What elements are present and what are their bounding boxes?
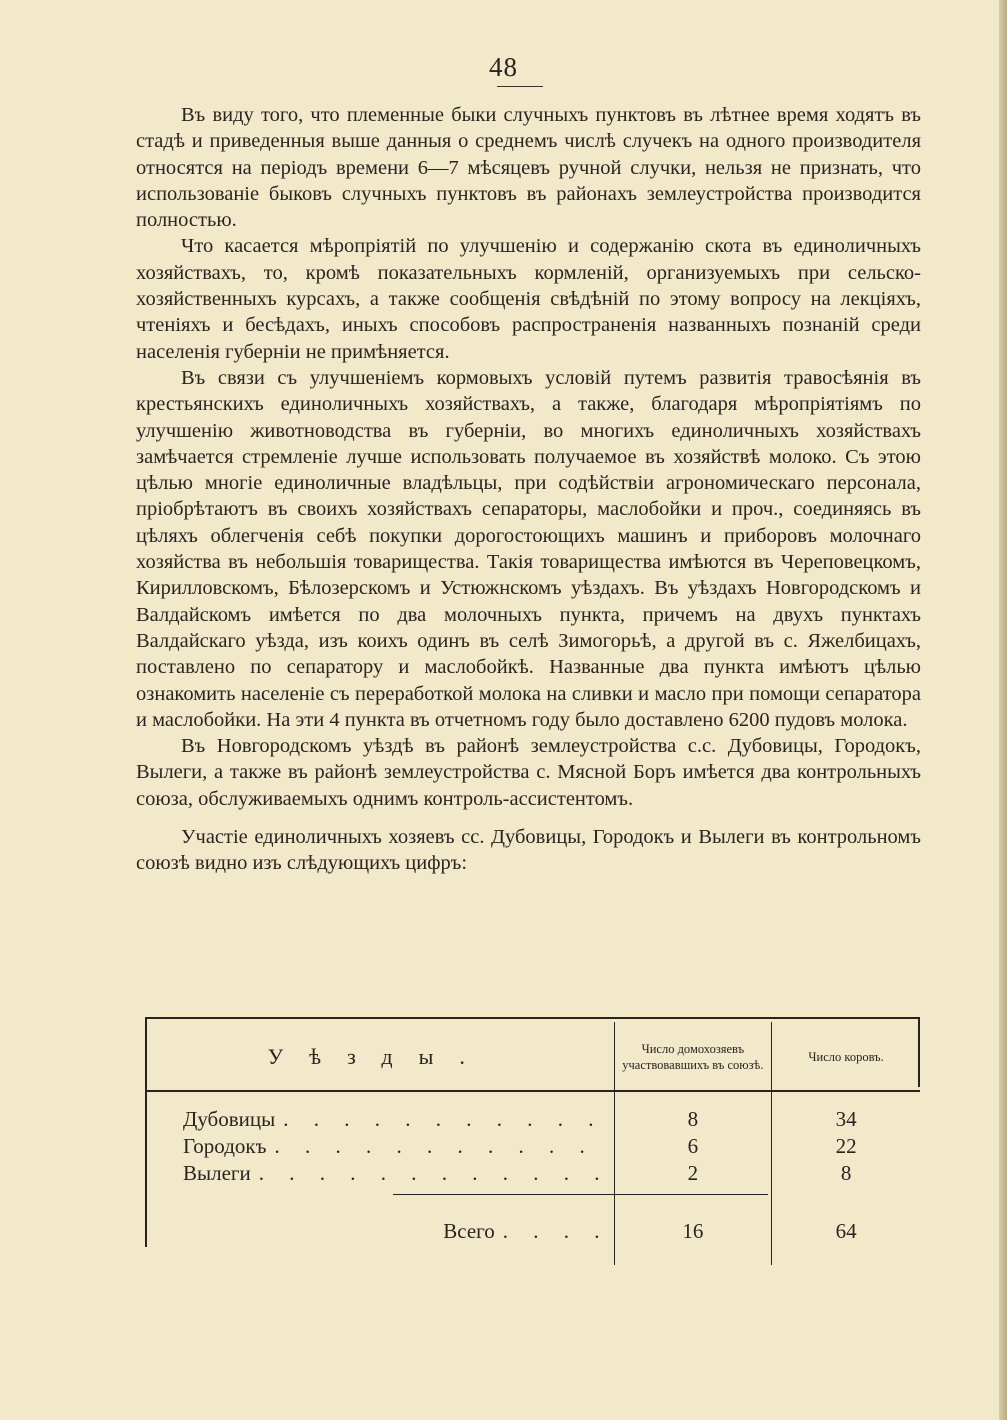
control-union-table bbox=[145, 1022, 920, 1265]
total-cows: 64 bbox=[772, 1208, 920, 1266]
paragraph-control-unions: Въ Новгородскомъ уѣздѣ въ районѣ землеустройства с.с. Дубовицы, Городокъ, Вылеги, а также въ районѣ землеустройства с. Мясной Боръ имѣется два контрольныхъ союза, обслуживаемыхъ однимъ контроль-ассистентомъ. bbox=[136, 735, 921, 810]
table-row bbox=[145, 1091, 920, 1133]
table-row bbox=[145, 1160, 920, 1208]
row-name: Городокъ bbox=[183, 1134, 267, 1158]
total-rule bbox=[393, 1194, 768, 1195]
paragraph-bulls-usage: Въ виду того, что племенные быки случныхъ пунктовъ въ лѣтнее время ходятъ въ стадѣ и приведенныя выше данныя о среднемъ числѣ случекъ на одного производителя относятся на періодъ времени 6—7 мѣсяцевъ ручной случки, нельзя не признать, что использованіе быковъ случныхъ пунктовъ въ районахъ землеустройства производится полностью. bbox=[136, 104, 921, 232]
paragraph-dairy-cooperatives: Въ связи съ улучшеніемъ кормовыхъ условій путемъ развитія травосѣянія въ крестьянскихъ единоличныхъ хозяйствахъ, а также, благодаря мѣропріятіямъ по улучшенію животноводства въ губерніи, во многихъ единоличныхъ хозяйствахъ замѣчается стремленіе лучше использовать получаемое въ хозяйствѣ молоко. Съ этою цѣлью многіе единоличные владѣльцы, при содѣйствіи агрономическаго персонала, пріобрѣтаютъ въ своихъ хозяйствахъ сепараторы, маслобойки и проч., соединяясь въ цѣляхъ облегченія себѣ покупки дорогостоющихъ машинъ и приборовъ молочнаго хозяйства въ небольшія товарищества. Такія товарищества имѣются въ Череповецкомъ, Кирилловскомъ, Бѣлозерскомъ и Устюжнскомъ уѣздахъ. Въ уѣздахъ Новгородскомъ и Валдайскомъ имѣется по два молочныхъ пункта, причемъ на двухъ пунктахъ Валдайскаго уѣзда, изъ коихъ одинъ въ селѣ Зимогорьѣ, а другой въ с. Яжелбицахъ, поставлено по сепаратору и маслобойкѣ. Названные два пункта имѣютъ цѣлью ознакомить населеніе съ переработкой молока на сливки и масло при помощи сепаратора и маслобойки. На эти 4 пункта въ отчетномъ году было доставлено 6200 пудовъ молока. bbox=[136, 366, 921, 731]
page-body bbox=[136, 102, 921, 877]
table-total-row bbox=[145, 1208, 920, 1266]
page-number: 48 bbox=[489, 52, 518, 82]
page-edge bbox=[999, 0, 1007, 1420]
total-label: Всего bbox=[443, 1219, 495, 1243]
leader-dots: . . . . . . . . . . . bbox=[283, 1107, 604, 1131]
table-header-row bbox=[145, 1022, 920, 1091]
paragraph-table-intro: Участіе единоличныхъ хозяевъ сс. Дубовицы, Городокъ и Вылеги въ контрольномъ союзѣ видно изъ слѣдующихъ цифръ: bbox=[136, 826, 921, 875]
header-households: Число домохозяевъ участвовавшихъ въ союзѣ. bbox=[614, 1022, 772, 1091]
table-top-rule bbox=[145, 1017, 920, 1019]
leader-dots: . . . . . . . . . . . bbox=[274, 1134, 595, 1158]
row-cows: 22 bbox=[772, 1133, 920, 1160]
table-row bbox=[145, 1133, 920, 1160]
row-cows: 34 bbox=[772, 1091, 920, 1133]
page-number-rule bbox=[497, 86, 543, 87]
row-cows: 8 bbox=[772, 1160, 920, 1208]
paragraph-livestock-measures: Что касается мѣропріятій по улучшенію и содержанію скота въ единоличныхъ хозяйствахъ, то, кромѣ показательныхъ кормленій, организуемыхъ при сельско-хозяйственныхъ курсахъ, а также сообщенія свѣдѣній по этому вопросу на лекціяхъ, чтеніяхъ и бесѣдахъ, иныхъ способовъ распространенія названныхъ познаній среди населенія губерніи не примѣняется. bbox=[136, 235, 921, 363]
row-name: Вылеги bbox=[183, 1161, 251, 1185]
leader-dots: . . . . bbox=[502, 1219, 610, 1243]
row-households: 6 bbox=[614, 1133, 772, 1160]
row-name: Дубовицы bbox=[183, 1107, 276, 1131]
header-districts: Уѣзды. bbox=[145, 1022, 614, 1091]
row-households: 2 bbox=[614, 1160, 772, 1208]
row-households: 8 bbox=[614, 1091, 772, 1133]
leader-dots: . . . . . . . . . . . . bbox=[258, 1161, 610, 1185]
total-households: 16 bbox=[614, 1208, 772, 1266]
header-cows: Число коровъ. bbox=[772, 1022, 920, 1091]
